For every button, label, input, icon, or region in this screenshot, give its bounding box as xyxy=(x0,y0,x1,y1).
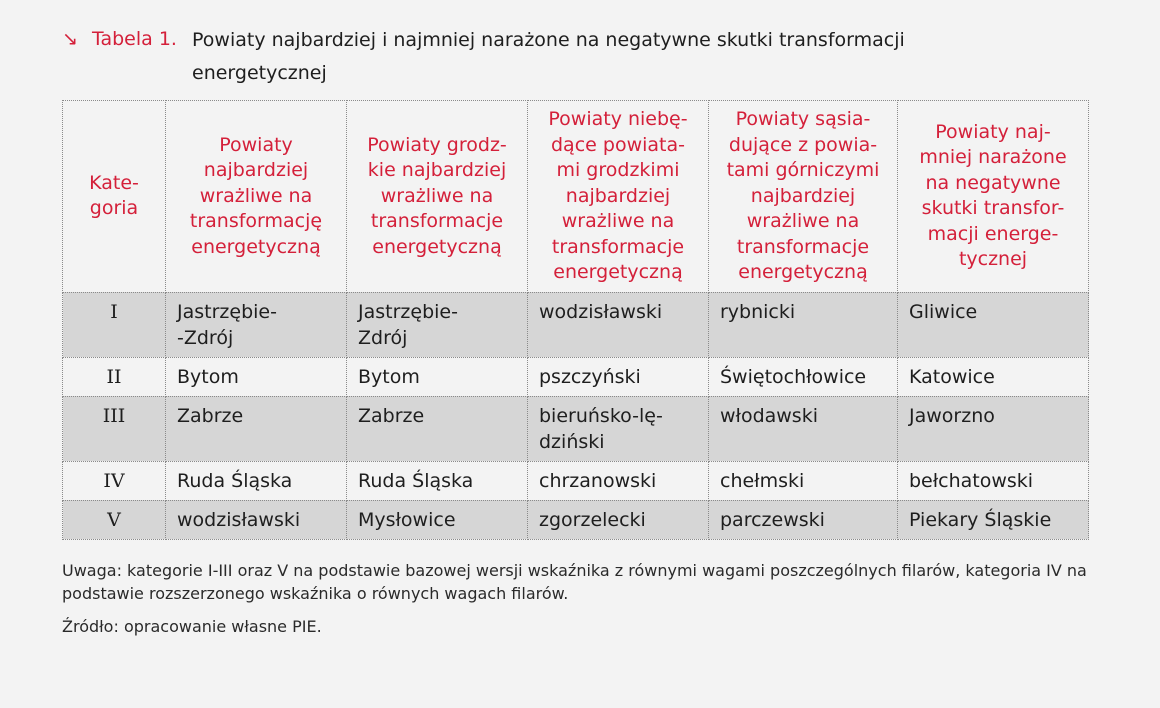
arrow-down-right-icon: ↘ xyxy=(62,28,78,50)
table-row xyxy=(63,461,1089,500)
column-header-text: Powiaty naj- mniej narażone na negatywne skutki transfor- macji energe- tycznej xyxy=(919,120,1067,271)
category-cell: V xyxy=(63,500,166,539)
column-header-text: Powiaty grodz- kie najbardziej wrażliwe na transformacje energetyczną xyxy=(367,133,507,258)
table-cell: chełmski xyxy=(709,461,898,500)
table-cell: Jastrzębie- -Zdrój xyxy=(166,292,347,357)
note-uwaga: Uwaga: kategorie I-III oraz V na podstawie bazowej wersji wskaźnika z równymi wagami poszczególnych filarów, kategoria IV na podstawie rozszerzonego wskaźnika o równych wagach filarów. xyxy=(62,561,1087,603)
data-table xyxy=(62,100,1089,540)
table-cell: Gliwice xyxy=(898,292,1089,357)
table-cell: Zabrze xyxy=(347,396,528,461)
table-cell: wodzisławski xyxy=(528,292,709,357)
table-cell: Ruda Śląska xyxy=(166,461,347,500)
column-header-najmniej xyxy=(898,101,1089,293)
column-header-niegrodzkie xyxy=(528,101,709,293)
table-row xyxy=(63,357,1089,396)
table-cell: Jastrzębie- Zdrój xyxy=(347,292,528,357)
table-cell: zgorzelecki xyxy=(528,500,709,539)
category-cell: II xyxy=(63,357,166,396)
category-cell: I xyxy=(63,292,166,357)
header-row xyxy=(63,101,1089,293)
column-header-text: Powiaty sąsia- dujące z powia- tami górniczymi najbardziej wrażliwe na transformacje energetyczną xyxy=(726,108,880,283)
column-header-text: Kate- goria xyxy=(89,171,139,220)
table-cell: Jaworzno xyxy=(898,396,1089,461)
note-source: Źródło: opracowanie własne PIE. xyxy=(62,617,322,636)
table-cell: bełchatowski xyxy=(898,461,1089,500)
category-cell: III xyxy=(63,396,166,461)
table-cell: parczewski xyxy=(709,500,898,539)
column-header-kategoria xyxy=(63,101,166,293)
category-cell: IV xyxy=(63,461,166,500)
table-cell: Katowice xyxy=(898,357,1089,396)
table-notes xyxy=(62,559,1122,638)
table-cell: Ruda Śląska xyxy=(347,461,528,500)
table-cell: Świętochłowice xyxy=(709,357,898,396)
table-cell: wodzisławski xyxy=(166,500,347,539)
table-row xyxy=(63,292,1089,357)
table-cell: bieruńsko-lę- dziński xyxy=(528,396,709,461)
column-header-text: Powiaty niebę- dące powiata- mi grodzkimi najbardziej wrażliwe na transformacje energetyczną xyxy=(548,108,688,283)
table-cell: Mysłowice xyxy=(347,500,528,539)
table-cell: rybnicki xyxy=(709,292,898,357)
table-row xyxy=(63,396,1089,461)
table-cell: Bytom xyxy=(347,357,528,396)
table-row xyxy=(63,500,1089,539)
table-cell: pszczyński xyxy=(528,357,709,396)
column-header-najbardziej xyxy=(166,101,347,293)
column-header-grodzkie xyxy=(347,101,528,293)
table-caption xyxy=(62,24,1122,90)
table-cell: chrzanowski xyxy=(528,461,709,500)
table-label: Tabela 1. xyxy=(92,28,177,50)
column-header-text: Powiaty najbardziej wrażliwe na transformację energetyczną xyxy=(189,133,323,258)
table-title: Powiaty najbardziej i najmniej narażone na negatywne skutki transformacji energetycznej xyxy=(192,29,905,84)
table-cell: włodawski xyxy=(709,396,898,461)
table-cell: Piekary Śląskie xyxy=(898,500,1089,539)
table-cell: Zabrze xyxy=(166,396,347,461)
table-cell: Bytom xyxy=(166,357,347,396)
column-header-sasiadujace xyxy=(709,101,898,293)
